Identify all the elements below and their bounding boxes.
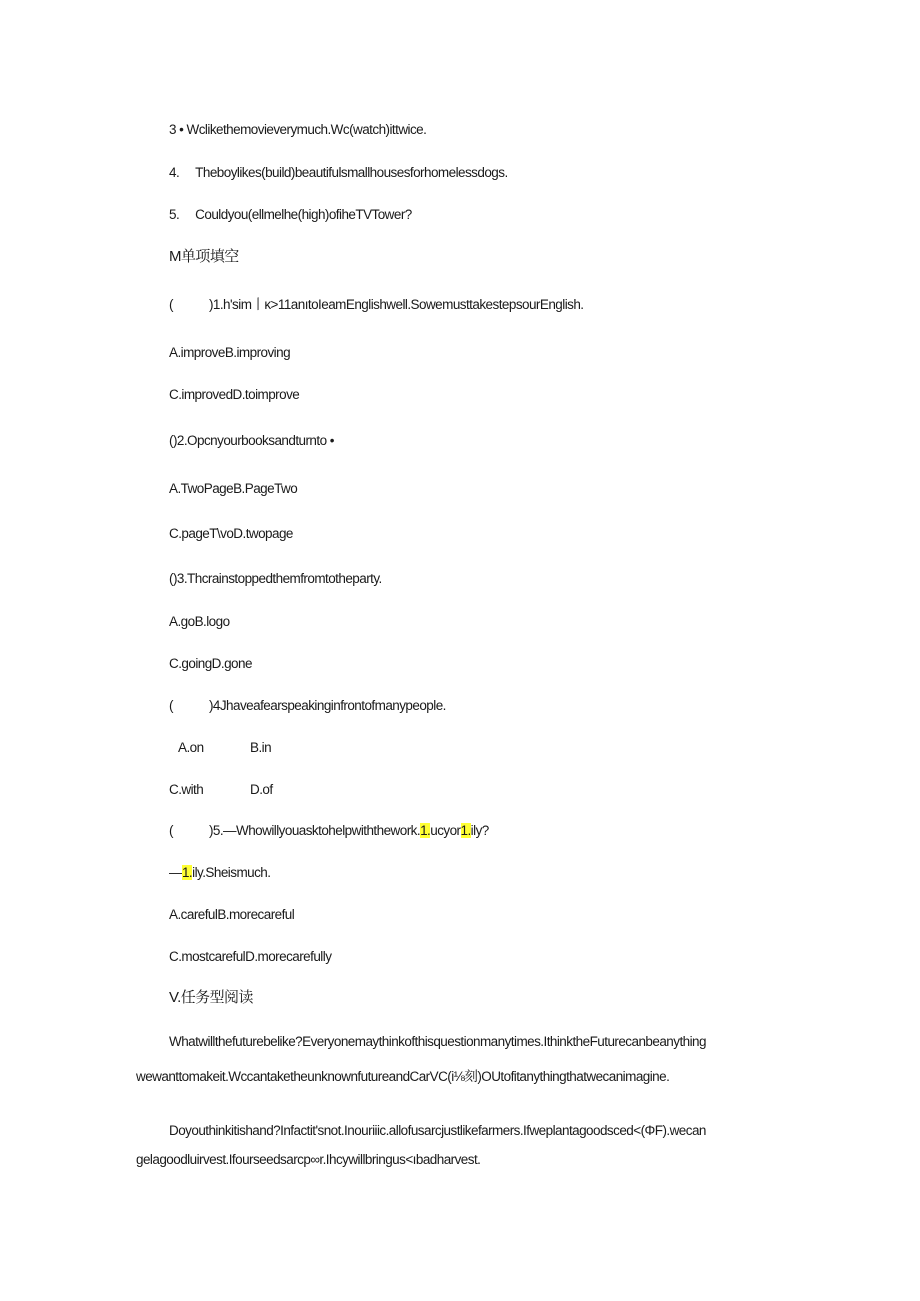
question-3: ()3.Thcrainstoppedthemfromtotheparty.	[169, 571, 382, 586]
question-5-options-ab: A.carefulB.morecareful	[169, 907, 295, 922]
passage-paragraph-2-line-2: gelagoodluirvest.Ifourseedsarcp∞r.Ihcywillbringus<ıbadharvest.	[136, 1152, 481, 1167]
question-4-option-c: C.with	[169, 782, 204, 797]
highlighted-text: 1.	[420, 823, 431, 838]
question-4	[169, 697, 446, 715]
question-2: ()2.Opcnyourbooksandturnto •	[169, 433, 334, 448]
question-5	[169, 822, 489, 840]
item-text: Couldyou(ellmelhe(high)ofiheTVTower?	[195, 207, 412, 222]
passage-paragraph-1-line-1: Whatwillthefuturebelike?Everyonemaythinkofthisquestionmanytimes.IthinktheFuturecanbeanything	[169, 1034, 706, 1049]
answer-paren: (	[169, 297, 173, 312]
question-1	[169, 296, 584, 314]
question-text: ucyor	[430, 823, 461, 838]
section-heading-task-reading: V.任务型阅读	[169, 989, 253, 1006]
passage-paragraph-2-line-1: Doyouthinkitishand?Infactit'snot.Inouriiic.allofusarcjustlikefarmers.Ifweplantagoodsced<(ΦF).wecan	[169, 1123, 706, 1138]
question-2-options-ab: A.TwoPageB.PageTwo	[169, 481, 298, 496]
answer-text: ily.Sheismuch.	[192, 865, 271, 880]
exercise-line-5	[169, 206, 412, 224]
item-text: Theboylikes(build)beautifulsmallhousesforhomelessdogs.	[195, 165, 508, 180]
question-3-options-ab: A.goB.logo	[169, 614, 230, 629]
passage-paragraph-1-line-2: wewanttomakeit.WccantaketheunknownfutureandCarVC(i⅛刻)OUtofitanythingthatwecanimagine.	[136, 1069, 670, 1084]
question-1-options-cd: C.improvedD.toimprove	[169, 387, 300, 402]
highlighted-text: 1.	[181, 865, 193, 880]
question-text: )1.h'sim丨κ>11anıtoIeamEnglishwell.SowemusttakestepsourEnglish.	[208, 297, 584, 312]
item-number: 5.	[169, 207, 180, 222]
exercise-line-4	[169, 164, 508, 182]
dash: —	[169, 865, 182, 880]
question-2-options-cd: C.pageT\voD.twopage	[169, 526, 293, 541]
answer-paren: (	[169, 698, 173, 713]
item-number: 4.	[169, 165, 180, 180]
question-3-options-cd: C.goingD.gone	[169, 656, 252, 671]
question-4-option-a: A.on	[178, 740, 204, 755]
question-1-options-ab: A.improveB.improving	[169, 345, 291, 360]
question-text: ily?	[470, 823, 489, 838]
answer-paren: (	[169, 823, 173, 838]
question-text: )4Jhaveafearspeakinginfrontofmanypeople.	[208, 698, 446, 713]
question-5-answer-line	[169, 864, 270, 882]
exercise-line-3: 3 • Wclikethemovieverymuch.Wc(watch)ittwice.	[169, 122, 427, 137]
question-text: )5.—Whowillyouasktohelpwiththework.	[208, 823, 421, 838]
question-4-option-b: B.in	[250, 740, 272, 755]
highlighted-text: 1.	[460, 823, 471, 838]
section-heading-multiple-choice: M单项填空	[169, 248, 239, 265]
question-4-option-d: D.of	[250, 782, 273, 797]
question-5-options-cd: C.mostcarefulD.morecarefully	[169, 949, 332, 964]
